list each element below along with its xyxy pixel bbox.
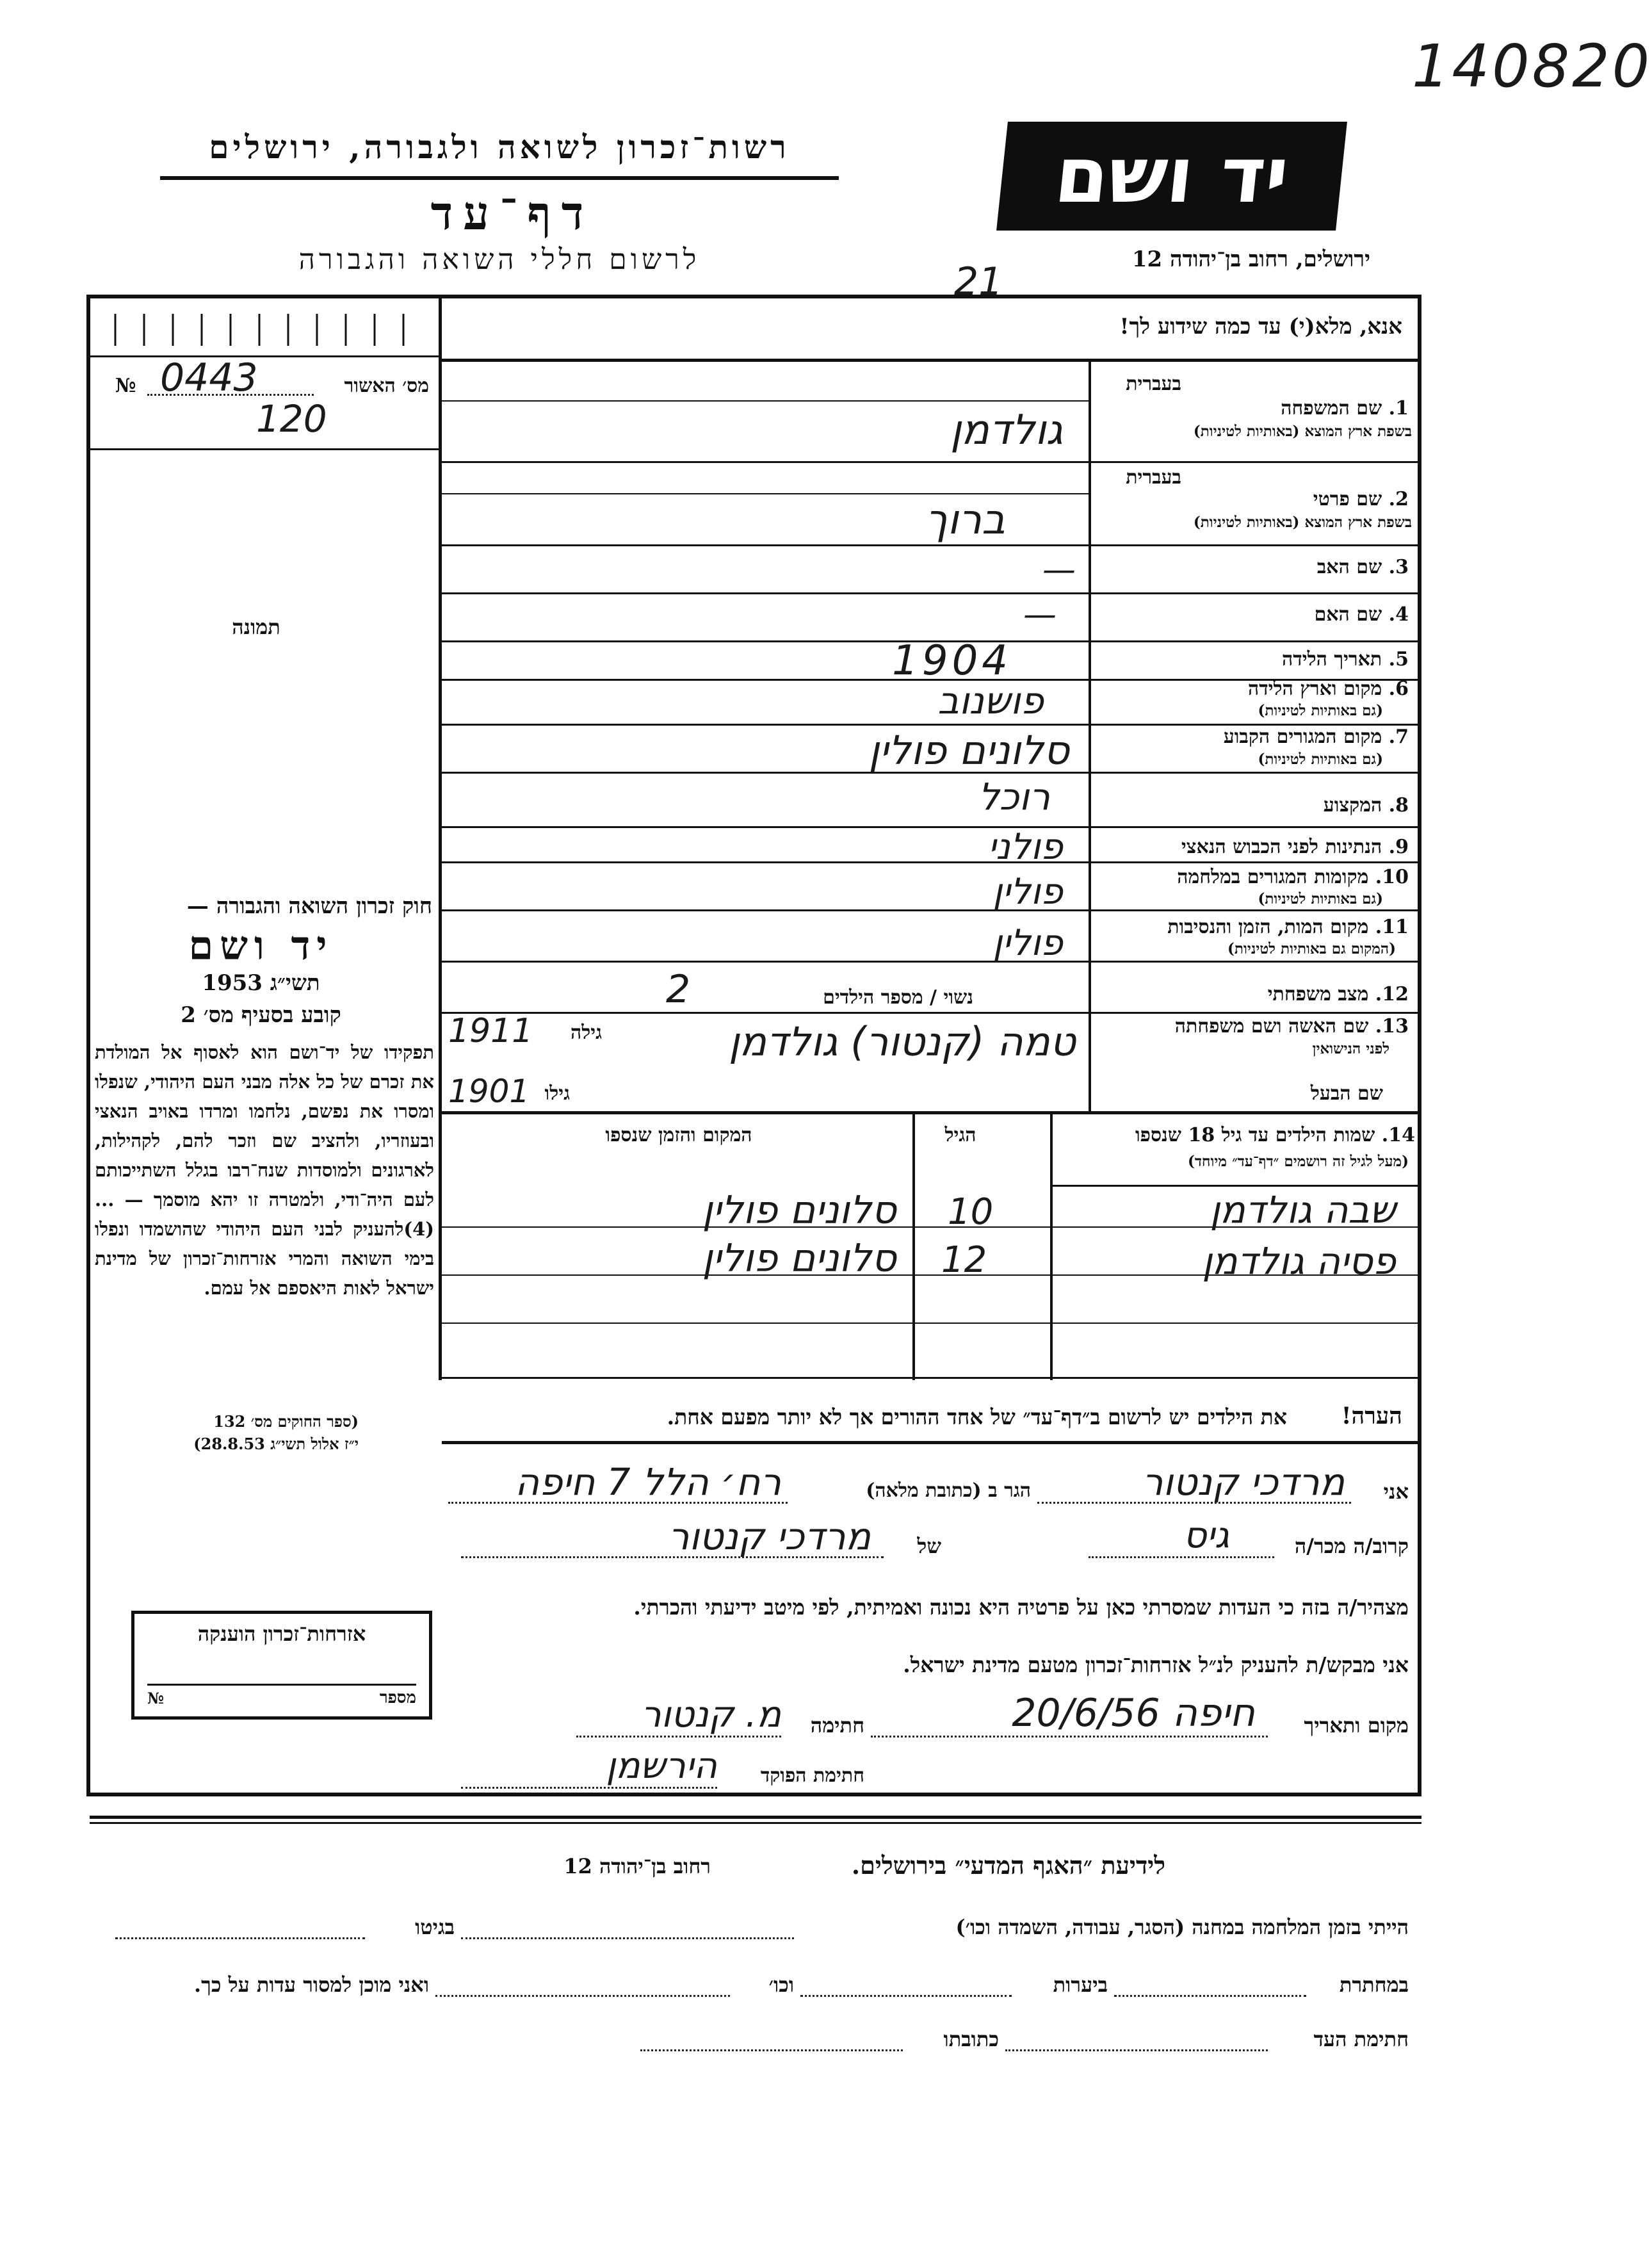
- decl-of-value[interactable]: מרדכי קנטור: [668, 1515, 871, 1558]
- field-13-sub: לפני הנישואין: [1312, 1040, 1389, 1057]
- decl-statement: מצהיר/ה בזה כי העדות שמסרתי כאן על פרטיה היא נכונה ואמיתית, לפי מיטב ידיעתי והכרתי.: [633, 1595, 1409, 1620]
- signature-value[interactable]: מ. קנטור: [641, 1694, 781, 1736]
- header-address: ירושלים, רחוב בן־יהודה 12: [1131, 247, 1370, 272]
- husband-age-value[interactable]: 1901: [448, 1073, 530, 1110]
- footer-separator-1: [90, 1816, 1421, 1819]
- field-10-sub: (גם באותיות לטיניות): [1258, 890, 1383, 907]
- field-4-value[interactable]: —: [1023, 596, 1057, 634]
- decl-relative-label: קרוב/ה מכר/ה: [1294, 1534, 1409, 1558]
- decl-name-value[interactable]: מרדכי קנטור: [1142, 1460, 1345, 1504]
- authority-title: רשות־זכרון לשואה ולגבורה, ירושלים: [209, 128, 790, 166]
- children-place-header: המקום והזמן שנספו: [605, 1124, 752, 1146]
- footer-line2-mid2: וכו׳: [768, 1973, 794, 1997]
- law-section: קובע בסעיף מס׳ 2: [181, 1002, 341, 1028]
- law-name: יד ושם: [188, 922, 334, 969]
- field-9-label: 9. הנתינות לפני הכבוש הנאצי: [1181, 836, 1409, 858]
- child-2-place[interactable]: סלונים פולין: [702, 1236, 896, 1281]
- approval-value: 0443: [160, 355, 258, 400]
- field-10-value[interactable]: פולין: [992, 871, 1063, 913]
- footer-line2-end: ואני מוכן למסור עדות על כך.: [193, 1973, 429, 1997]
- note-label: הערה!: [1341, 1403, 1402, 1429]
- field-8-label: 8. המקצוע: [1323, 794, 1409, 817]
- children-row-rule-3: [442, 1322, 1421, 1324]
- decl-address-value[interactable]: רח׳ הלל 7 חיפה: [515, 1460, 781, 1504]
- officer-value[interactable]: הירשמן: [606, 1745, 717, 1787]
- instruction: אנא, מלא(י) עד כמה שידוע לך!: [1119, 314, 1402, 339]
- rule-e: [442, 592, 1421, 594]
- footer-line2-dots-b: [800, 1995, 1012, 1997]
- photo-label: תמונה: [232, 615, 280, 639]
- rule-b: [442, 461, 1421, 463]
- lang-hebrew-2: בעברית: [1126, 466, 1181, 489]
- authority-underline: [160, 176, 839, 180]
- law-ref-2: י״ז אלול תשי״ג 28.8.53): [193, 1435, 359, 1453]
- children-col-1: [1050, 1111, 1053, 1380]
- tick-marks: [96, 311, 435, 349]
- approval-rule-top: [90, 355, 439, 357]
- citizenship-inner-rule: [147, 1684, 416, 1686]
- law-title: חוק זכרון השואה והגבורה —: [186, 893, 432, 919]
- husband-rule: [442, 1111, 1421, 1114]
- footer-line1-start: הייתי בזמן המלחמה במחנה (הסגר, עבודה, השמדה וכו׳): [955, 1915, 1409, 1939]
- husband-age-label: גילו: [544, 1082, 570, 1105]
- label-column-divider: [1089, 359, 1091, 1111]
- approval-dots: [147, 394, 314, 396]
- footer-line3-dots-b: [640, 2049, 903, 2051]
- field-2-value[interactable]: ברוך: [925, 496, 1005, 544]
- form-subtitle: לרשום חללי השואה והגבורה: [298, 243, 700, 276]
- lang-origin-1: בשפת ארץ המוצא (באותיות לטיניות): [1193, 423, 1412, 440]
- children-col-2: [912, 1111, 915, 1380]
- header-handwritten-number: 21: [954, 259, 1003, 304]
- child-1-age[interactable]: 10: [948, 1191, 994, 1233]
- rule-c: [442, 493, 1089, 494]
- note-rule: [442, 1441, 1421, 1444]
- field-9-value[interactable]: פולני: [987, 826, 1063, 868]
- approval-ticks: [96, 311, 435, 349]
- citizenship-no-label: №: [147, 1689, 165, 1707]
- officer-label: חתימת הפוקד: [760, 1764, 864, 1787]
- field-6-sub: (גם באותיות לטיניות): [1258, 702, 1383, 719]
- field-2-label: 2. שם פרטי: [1313, 488, 1409, 510]
- child-1-name[interactable]: שבה גולדמן: [1210, 1188, 1396, 1232]
- field-12-label: 12. מצב משפחתי: [1267, 983, 1409, 1005]
- logo-text: יד ושם: [1051, 131, 1293, 220]
- law-body: תפקידו של יד־ושם הוא לאסוף אל המולדת את זכרם של כל אלה מבני העם היהודי, שנפלו ומסרו את נפשם, נלחמו ומרדו באויב הנאצי ובעוזריו, ולהציב שם וזכר להם, לקהילות, לארגונים ולמוסדות שנח־רבו בגלל השתייכותם לעם היה־ודי, ולמטרה זו יהא מוסמך — ...(4)להעניק לבני העם היהודי שהושמדו ונפלו בימי השואה והמרי אזרחות־זכרון של מדינת ישראל לאות היאספם אל עמם.: [95, 1041, 434, 1299]
- field-3-label: 3. שם האב: [1316, 556, 1409, 578]
- note-text: את הילדים יש לרשום ב״דף־עד״ של אחד ההורים אך לא יותר מפעם אחת.: [667, 1404, 1287, 1429]
- field-13-value[interactable]: טמה (קנטור) גולדמן: [728, 1018, 1076, 1065]
- law-year: תשי״ג 1953: [202, 970, 320, 996]
- field-10-label: 10. מקומות המגורים במלחמה: [1177, 866, 1409, 888]
- field-5-label: 5. תאריך הלידה: [1282, 648, 1409, 671]
- field-1-label: 1. שם המשפחה: [1281, 397, 1409, 419]
- yad-vashem-logo: [996, 122, 1347, 231]
- citizenship-title: אזרחות־זכרון הוענקה: [197, 1622, 366, 1646]
- field-6-label: 6. מקום וארץ הלידה: [1247, 678, 1409, 700]
- archive-number: 140820: [1412, 32, 1652, 101]
- field-3-value[interactable]: —: [1042, 551, 1076, 589]
- footer-address: רחוב בן־יהודה 12: [563, 1854, 711, 1878]
- decl-relation-line: [1089, 1556, 1274, 1558]
- citizenship-number-label: מספר: [379, 1688, 416, 1707]
- field-13-label: 13. שם האשה ושם משפחתה: [1174, 1015, 1409, 1038]
- lang-origin-2: בשפת ארץ המוצא (באותיות לטיניות): [1193, 514, 1412, 531]
- field-1-value[interactable]: גולדמן: [950, 407, 1063, 454]
- approval-value-2: 120: [256, 397, 327, 441]
- wife-age-label: גילה: [570, 1021, 602, 1044]
- law-ref: (ספר החוקים מס׳ 132: [213, 1412, 359, 1431]
- field-12-inline-label: נשוי / מספר הילדים: [823, 986, 973, 1009]
- children-row-rule-4: [442, 1377, 1421, 1379]
- signature-label: חתימה: [810, 1713, 864, 1737]
- children-label: 14. שמות הילדים עד גיל 18 שנספו: [1135, 1124, 1415, 1146]
- place-date-value[interactable]: חיפה 20/6/56: [1012, 1691, 1255, 1736]
- child-1-place[interactable]: סלונים פולין: [702, 1188, 896, 1233]
- field-8-value[interactable]: רוכל: [978, 775, 1050, 818]
- decl-i-label: אני: [1383, 1479, 1409, 1504]
- footer-line2-start: במחתרת: [1339, 1973, 1409, 1997]
- children-age-header: הגיל: [944, 1124, 976, 1146]
- field-5-value[interactable]: 1904: [892, 637, 1012, 685]
- footer-line2-mid1: ביערות: [1053, 1973, 1108, 1997]
- decl-relation-value[interactable]: גיס: [1183, 1515, 1229, 1556]
- wife-age-value[interactable]: 1911: [448, 1012, 533, 1050]
- children-sub: (מעל לגיל זה רושמים ״דף־עד״ מיוחד): [1187, 1153, 1409, 1170]
- officer-line: [461, 1787, 717, 1789]
- field-4-label: 4. שם האם: [1314, 603, 1409, 626]
- rule-n: [442, 1012, 1421, 1014]
- footer-line1-dots-b: [115, 1937, 365, 1939]
- field-12-value[interactable]: 2: [666, 967, 691, 1012]
- footer-line3-dots-a: [1005, 2049, 1268, 2051]
- decl-resides-label: הגר ב (כתובת מלאה): [866, 1479, 1031, 1502]
- footer-line2-dots-c: [435, 1995, 730, 1997]
- field-7-label: 7. מקום המגורים הקבוע: [1223, 726, 1409, 748]
- rule-d: [442, 544, 1421, 546]
- child-2-name[interactable]: פסיה גולדמן: [1202, 1239, 1396, 1283]
- approval-label: מס׳ האשור: [344, 375, 429, 397]
- field-11-label: 11. מקום המות, הזמן והנסיבות: [1167, 916, 1409, 938]
- footer-line1-dots-a: [461, 1937, 794, 1939]
- approval-rule-bottom: [90, 448, 439, 450]
- approval-no-label: №: [115, 375, 136, 397]
- citizenship-box: [131, 1611, 432, 1720]
- footer-title: לידיעת ״האגף המדעי״ בירושלים.: [851, 1851, 1165, 1880]
- lang-hebrew-1: בעברית: [1126, 373, 1181, 395]
- decl-request: אני מבקש/ת להעניק לנ״ל אזרחות־זכרון מטעם מדינת ישראל.: [903, 1652, 1409, 1677]
- signature-line: [576, 1736, 781, 1737]
- field-7-value[interactable]: סלונים פולין: [868, 727, 1069, 774]
- footer-line1-end: בגיטו: [415, 1915, 455, 1939]
- place-date-line: [871, 1736, 1268, 1737]
- form-title: דף־עד: [430, 186, 594, 240]
- instruction-rule: [442, 359, 1421, 362]
- footer-line3-start: חתימת העד: [1313, 2027, 1409, 2051]
- rule-a: [442, 400, 1089, 402]
- left-column-divider: [439, 295, 442, 1380]
- field-6-value[interactable]: פושנוב: [937, 679, 1044, 722]
- field-11-value[interactable]: פולין: [992, 922, 1063, 964]
- footer-line2-dots-a: [1114, 1995, 1306, 1997]
- husband-label: שם הבעל: [1310, 1082, 1383, 1105]
- field-7-sub: (גם באותיות לטיניות): [1258, 751, 1383, 768]
- child-2-age[interactable]: 12: [941, 1239, 987, 1281]
- footer-separator-2: [90, 1822, 1421, 1824]
- footer-line3-mid: כתובתו: [943, 2027, 999, 2051]
- place-date-label: מקום ותאריך: [1304, 1713, 1409, 1737]
- decl-of-label: של: [917, 1534, 941, 1558]
- field-11-sub: (המקום גם באותיות לטיניות): [1227, 940, 1396, 957]
- children-header-rule: [1050, 1185, 1421, 1187]
